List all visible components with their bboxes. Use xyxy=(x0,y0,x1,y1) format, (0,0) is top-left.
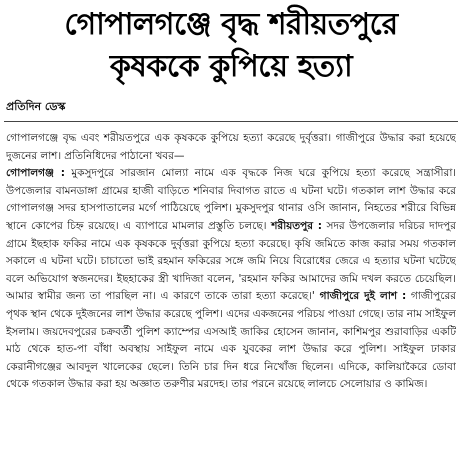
article-intro: গোপালগঞ্জে বৃদ্ধ এবং শরীয়তপুরে এক কৃষককে কুপিয়ে হত্যা করেছে দুর্বৃত্তরা। গাজীপুরে উদ্ধার করা হয়েছে দুজনের লাশ। প্রতিনিধিদের পাঠানো খবর— xyxy=(6,132,456,162)
headline xyxy=(0,4,462,88)
report-gazipur: গাজীপুরের পৃথক স্থান থেকে দুইজনের লাশ উদ্ধার করেছে পুলিশ। এদের একজনের পরিচয় পাওয়া গেছে। তার নাম সাইফুল ইসলাম। জয়দেবপুরের চক্রবর্তী পুলিশ ক্যাম্পের এসআই জাকির হোসেন জানান, কাশিমপুর শুরাবাড়ির একটি মাঠ থেকে হাত-পা বাঁধা অবস্থায় সাইফুল নামে এক যুবকের লাশ উদ্ধার করে পুলিশ। সাইফুল ঢাকার কেরানীগঞ্জের আবদুল খালেকের ছেলে। তিনি চার দিন ধরে নিখোঁজ ছিলেন। এদিকে, কালিয়াকৈরে ডোবা থেকে গতকাল উদ্ধার করা হয় অজ্ঞাত তরুণীর মরদেহ। তার পরনে রয়েছে লালচে সেলোয়ার ও কামিজ। xyxy=(6,290,456,391)
dateline-shariatpur: শরীয়তপুর : xyxy=(266,219,322,232)
byline-divider xyxy=(4,121,458,122)
dateline-gopalganj: গোপালগঞ্জ : xyxy=(6,167,65,180)
article-reports xyxy=(6,165,456,394)
report-shariatpur: সদর উপজেলার দরিচর দাদপুর গ্রামে ইছহাক ফকির নামে এক কৃষককে দুর্বৃত্তরা কুপিয়ে হত্যা করেছে। কৃষি জমিতে কাজ করার সময় গতকাল সকালে এ ঘটনা ঘটে। চাচাতো ভাই রহমান ফকিরের সঙ্গে জমি নিয়ে বিরোধের জেরে এ হত্যার ঘটনা ঘটেছে বলে অভিযোগ স্বজনদের। ইছহাকের স্ত্রী খাদিজা বলেন, 'রহমান ফকির আমাদের জমি দখল করতে চেয়েছিল। আমার স্বামীর জন্য তা পারছিল না। এ কারণে তাকে তারা হত্যা করেছে।' xyxy=(6,219,456,303)
headline-line-2: কৃষককে কুপিয়ে হত্যা xyxy=(109,49,353,84)
dateline-gazipur: গাজীপুরে দুই লাশ : xyxy=(314,290,407,303)
article-body xyxy=(6,130,456,446)
headline-line-1: গোপালগঞ্জে বৃদ্ধ শরীয়তপুরে xyxy=(64,7,398,42)
byline: প্রতিদিন ডেস্ক xyxy=(6,100,66,113)
report-gopalganj: মুকসুদপুরে সারজান মোল্যা নামে এক বৃদ্ধকে নিজ ঘরে কুপিয়ে হত্যা করেছে সন্ত্রাসীরা। উপজেলার বামনডাঙ্গা গ্রামের হাজী বাড়িতে শনিবার দিবাগত রাতে এ ঘটনা ঘটে। গতকাল লাশ উদ্ধার করে গোপালগঞ্জ সদর হাসপাতালের মর্গে পাঠিয়েছে পুলিশ। মুকসুদপুর থানার ওসি জানান, নিহতের শরীরে বিভিন্ন স্থানে কোপের চিহ্ন রয়েছে। এ ব্যাপারে মামলার প্রস্তুতি চলছে। xyxy=(6,167,456,232)
